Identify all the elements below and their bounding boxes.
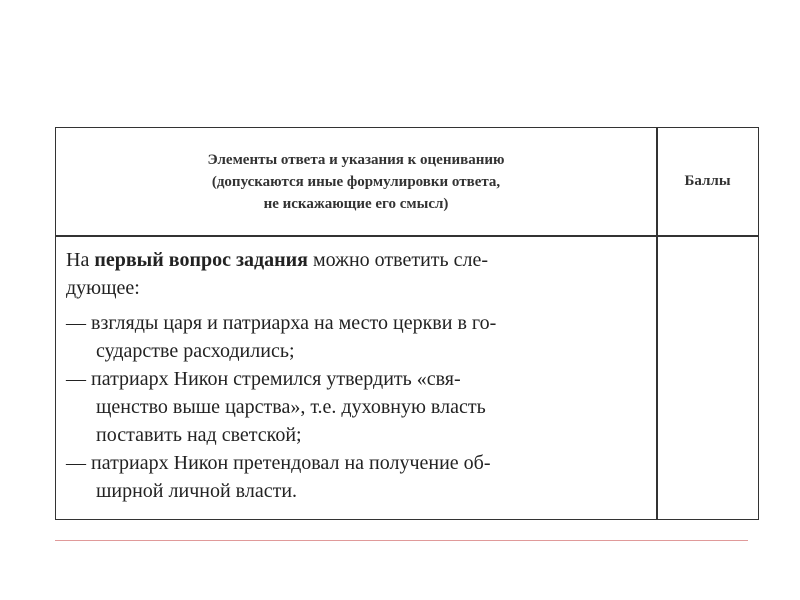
answer-item-2-line-2: щенство выше царства», т.е. духовную власть bbox=[96, 396, 486, 418]
intro-bold-phrase: первый вопрос задания bbox=[94, 249, 308, 271]
header-criteria-cell bbox=[56, 128, 656, 235]
grading-criteria-table bbox=[55, 127, 759, 520]
answer-item-2-line-1: — патриарх Никон стремился утвердить «свя- bbox=[66, 368, 461, 390]
footer-rule bbox=[55, 540, 748, 541]
intro-suffix: можно ответить сле- bbox=[308, 249, 489, 271]
header-criteria-line-1: Элементы ответа и указания к оцениванию bbox=[207, 151, 505, 168]
intro-prefix: На bbox=[66, 249, 95, 271]
answer-item-3-line-2: ширной личной власти. bbox=[96, 480, 298, 502]
header-criteria-line-2: (допускаются иные формулировки ответа, bbox=[211, 173, 501, 190]
answer-item-2-line-3: поставить над светской; bbox=[96, 424, 302, 446]
row-divider bbox=[56, 235, 758, 237]
intro-line-2: дующее: bbox=[66, 277, 140, 299]
answer-item-1-line-1: — взгляды царя и патриарха на место церкви в го- bbox=[66, 312, 497, 334]
intro-line-1 bbox=[66, 246, 646, 274]
answer-item-1-line-2: сударстве расходились; bbox=[96, 340, 295, 362]
header-points-label: Баллы bbox=[684, 173, 731, 189]
answer-item-3-line-1: — патриарх Никон претендовал на получение об- bbox=[66, 452, 491, 474]
header-criteria-line-3: не искажающие его смысл) bbox=[263, 195, 449, 212]
header-points-cell bbox=[657, 128, 758, 235]
answer-elements-cell bbox=[66, 246, 646, 505]
points-value-cell bbox=[657, 236, 758, 519]
